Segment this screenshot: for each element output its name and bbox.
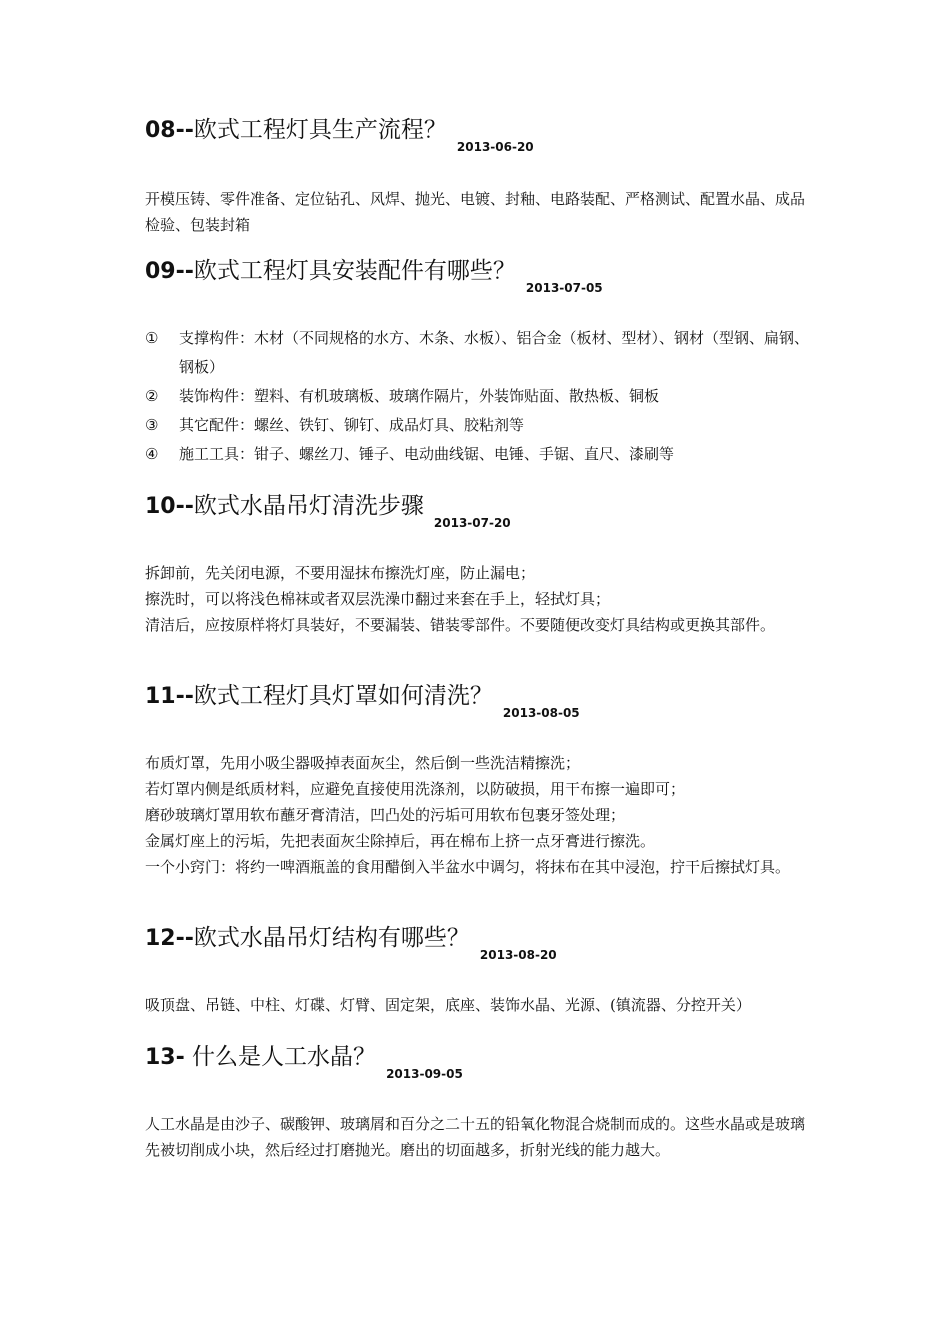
list-marker: ① — [145, 329, 159, 347]
section-09 — [145, 255, 815, 469]
section-12 — [145, 922, 815, 1018]
section-date: 2013-07-20 — [433, 516, 511, 530]
section-title: 欧式工程灯具灯罩如何清洗？ — [193, 683, 493, 709]
section-title: 欧式水晶吊灯结构有哪些？ — [193, 925, 470, 951]
section-date: 2013-08-05 — [502, 706, 580, 720]
list-item — [145, 324, 815, 382]
section-title: 欧式水晶吊灯清洗步骤 — [193, 493, 424, 519]
paragraph: 开模压铸、零件准备、定位钻孔、风焊、抛光、电镀、封釉、电路装配、严格测试、配置水晶、成品检验、包装封箱 — [145, 190, 806, 234]
paragraph: 金属灯座上的污垢，先把表面灰尘除掉后，再在棉布上挤一点牙膏进行擦洗。 — [145, 832, 656, 850]
section-title: 什么是人工水晶？ — [184, 1044, 377, 1070]
section-heading — [145, 490, 815, 530]
paragraph: 人工水晶是由沙子、碳酸钾、玻璃屑和百分之二十五的铅氧化物混合烧制而成的。这些水晶或是玻璃先被切削成小块，然后经过打磨抛光。磨出的切面越多，折射光线的能力越大。 — [145, 1115, 806, 1159]
paragraph: 拆卸前，先关闭电源，不要用湿抹布擦洗灯座，防止漏电； — [145, 564, 536, 582]
section-13 — [145, 1041, 815, 1163]
paragraph: 擦洗时，可以将浅色棉袜或者双层洗澡巾翻过来套在手上，轻拭灯具； — [145, 590, 611, 608]
section-heading — [145, 680, 815, 720]
paragraph: 磨砂玻璃灯罩用软布蘸牙膏清洁，凹凸处的污垢可用软布包裹牙签处理； — [145, 806, 626, 824]
paragraph: 若灯罩内侧是纸质材料，应避免直接使用洗涤剂，以防破损，用干布擦一遍即可； — [145, 780, 686, 798]
list-marker: ② — [145, 387, 159, 405]
list-item-text: 其它配件：螺丝、铁钉、铆钉、成品灯具、胶粘剂等 — [179, 416, 525, 434]
section-number: 13- — [145, 1045, 185, 1070]
section-date: 2013-06-20 — [456, 140, 534, 154]
list-item-text: 装饰构件：塑料、有机玻璃板、玻璃作隔片，外装饰贴面、散热板、铜板 — [179, 387, 660, 405]
section-date: 2013-09-05 — [386, 1067, 463, 1081]
section-title: 欧式工程灯具生产流程？ — [193, 117, 447, 143]
section-10 — [145, 490, 815, 638]
section-number: 11-- — [145, 684, 194, 709]
section-heading — [145, 1041, 815, 1081]
section-heading — [145, 114, 815, 154]
list-item — [145, 411, 815, 440]
paragraph: 布质灯罩，先用小吸尘器吸掉表面灰尘，然后倒一些洗洁精擦洗； — [145, 754, 581, 772]
section-number: 12-- — [145, 926, 194, 951]
section-date: 2013-07-05 — [525, 281, 603, 295]
section-number: 10-- — [145, 494, 194, 519]
list-marker: ③ — [145, 416, 159, 434]
list-item — [145, 440, 815, 469]
section-heading — [145, 255, 815, 295]
section-date: 2013-08-20 — [479, 948, 557, 962]
list-item — [145, 382, 815, 411]
list-item-text: 支撑构件：木材（不同规格的水方、木条、水板）、铝合金（板材、型材）、钢材（型钢、扁钢、钢板） — [179, 329, 810, 376]
section-title: 欧式工程灯具安装配件有哪些？ — [193, 258, 516, 284]
document-page — [145, 0, 815, 1344]
accessory-list — [145, 324, 815, 469]
section-heading — [145, 922, 815, 962]
paragraph: 吸顶盘、吊链、中柱、灯碟、灯臂、固定架，底座、装饰水晶、光源、(镇流器、分控开关） — [145, 996, 751, 1014]
paragraph: 一个小窍门：将约一啤酒瓶盖的食用醋倒入半盆水中调匀，将抹布在其中浸泡，拧干后擦拭灯具。 — [145, 858, 791, 876]
section-08 — [145, 114, 815, 238]
section-number: 08-- — [145, 118, 194, 143]
list-item-text: 施工工具：钳子、螺丝刀、锤子、电动曲线锯、电锤、手锯、直尺、漆刷等 — [179, 445, 675, 463]
list-marker: ④ — [145, 445, 159, 463]
paragraph: 清洁后，应按原样将灯具装好，不要漏装、错装零部件。不要随便改变灯具结构或更换其部件。 — [145, 616, 776, 634]
section-number: 09-- — [145, 259, 194, 284]
section-11 — [145, 680, 815, 880]
